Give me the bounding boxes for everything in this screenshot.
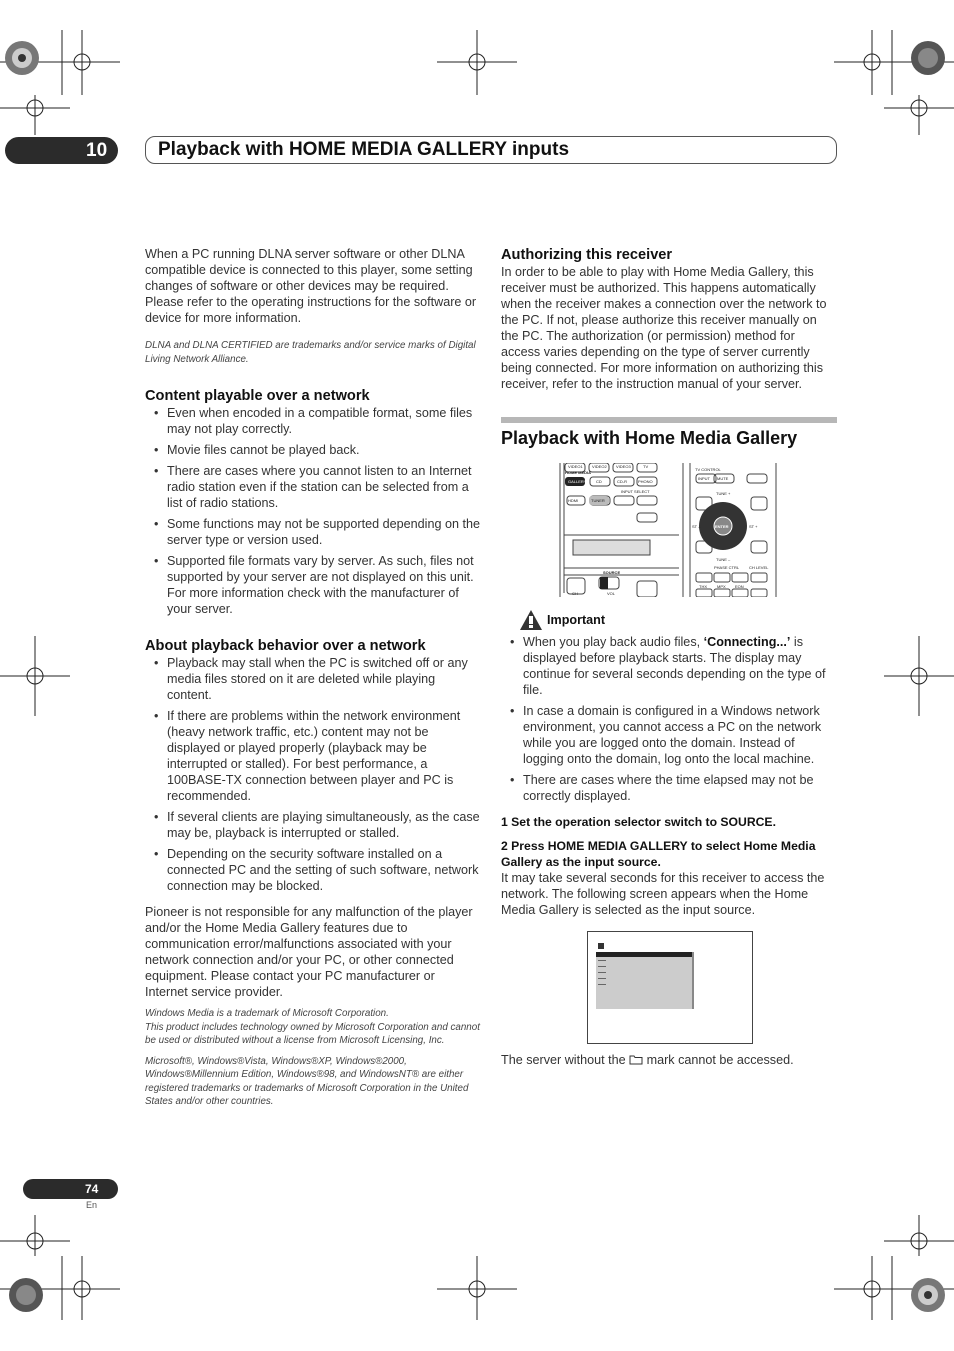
important-item [501, 703, 837, 767]
server-list-screen [587, 931, 753, 1044]
step-2-text: It may take several seconds for this receiver to access the network. The following screen appears when the Home Media Gallery is selected as the input source. [501, 871, 825, 917]
right-column [501, 246, 837, 1068]
mpx-label: MPX [717, 584, 726, 589]
mute-button-label[interactable]: MUTE [717, 476, 729, 481]
section-title: Playback with Home Media Gallery [501, 428, 798, 448]
video2-button-label[interactable]: VIDEO2 [592, 464, 607, 469]
important-item-text-end: is displayed before playback starts. The display may continue for several seconds depending on the type of file. [523, 635, 826, 697]
phase-ctrl-label: PHASE CTRL [714, 565, 740, 570]
important-item-text: In case a domain is configured in a Windows network environment, you cannot access a PC on the network while you are logged onto the domain. Instead of logging onto the domain, log onto the local machine. [523, 704, 822, 766]
tune-plus-label: TUNE + [716, 491, 731, 496]
page-number: 74 [85, 1182, 99, 1196]
server-note-pre: The server without the [501, 1053, 626, 1067]
home-media-icon [598, 943, 604, 949]
chapter-title: Playback with HOME MEDIA GALLERY inputs [158, 139, 570, 160]
playback-behavior-list [145, 655, 480, 894]
server-note [501, 1052, 837, 1068]
video1-button-label[interactable]: VIDEO1 [568, 464, 583, 469]
server-folder-icons [598, 960, 606, 992]
important-item-emphasis: ‘Connecting...’ [703, 635, 791, 649]
playback-behavior-item: • If there are problems within the network environment (heavy network traffic, etc.) content may not be displayed or played properly (playback may be interrupted or stalled). For best performance, a 100BASE-TX connection between player and PC is recommended. [145, 708, 480, 804]
content-playable-item: • Some functions may not be supported depending on the server type or version used. [145, 516, 480, 548]
left-column [145, 246, 480, 1109]
hdmi-button-label[interactable]: HDMI [568, 498, 579, 503]
enter-button-label[interactable]: ENTER [715, 524, 729, 529]
playback-behavior-heading: About playback behavior over a network [145, 638, 426, 654]
gallery-button-label[interactable]: GALLERY [568, 479, 587, 484]
home-media-label: HOME MEDIA [565, 470, 591, 475]
section-divider [501, 417, 837, 423]
important-item-text: When you play back audio files, [523, 635, 704, 649]
content-playable-item: • Even when encoded in a compatible format, some files may not play correctly. [145, 405, 480, 437]
important-item [501, 634, 837, 698]
cdr-button-label[interactable]: CD-R [617, 479, 627, 484]
page-language: En [86, 1200, 98, 1210]
dlna-trademark-note: DLNA and DLNA CERTIFIED are trademarks and/or service marks of Digital Living Network Alliance. [145, 340, 476, 365]
tune-minus-label: TUNE – [716, 557, 731, 562]
intro-paragraph: When a PC running DLNA server software or other DLNA compatible device is connected to this player, some setting changes of software or other devices may be required. Please refer to the operating instructions for the software or device for more information. [145, 247, 477, 325]
server-note-post: mark cannot be accessed. [646, 1053, 794, 1067]
page-number-badge [23, 1179, 118, 1199]
content-playable-heading: Content playable over a network [145, 388, 370, 404]
st-plus-label: ST + [749, 524, 758, 529]
authorizing-heading: Authorizing this receiver [501, 247, 673, 263]
input-button-label[interactable]: INPUT [698, 476, 710, 481]
server-list-panel [596, 952, 692, 1009]
video3-button-label[interactable]: VIDEO3 [616, 464, 631, 469]
vol-label: VOL [607, 591, 616, 596]
tv-button-label[interactable]: TV [643, 464, 649, 469]
authorizing-paragraph: In order to be able to play with Home Media Gallery, this receiver must be authorized. This happens automatically when the receiver makes a connection over the network to the PC. If not, please authorize this receiver manually on the PC. The authorization (or permission) method for access varies depending on the type of server currently being connected. For more information on authorizing this receiver, refer to the instruction manual of your server. [501, 265, 827, 391]
playback-behavior-item: • If several clients are playing simultaneously, as the case may be, playback is interrupted or stalled. [145, 809, 480, 841]
tuner-button-label[interactable]: TUNER [591, 498, 605, 503]
pioneer-disclaimer: Pioneer is not responsible for any malfunction of the player and/or the Home Media Gallery features due to communication error/malfunctions associated with your network connection and/or your PC, or other connected equipment. Please contact your PC manufacturer or Internet service provider. [145, 905, 473, 999]
phono-button-label[interactable]: PHONO [638, 479, 653, 484]
content-playable-item: • Supported file formats vary by server. As such, files not supported by your server are not displayed on this unit. For more information check with the manufacturer of your server. [145, 553, 480, 617]
content-playable-list [145, 405, 480, 617]
server-list-highlight [596, 952, 692, 957]
important-list [501, 634, 837, 804]
step-2: 2 Press HOME MEDIA GALLERY to select Home Media Gallery as the input source. [501, 839, 816, 869]
important-item-text: There are cases where the time elapsed may not be correctly displayed. [523, 773, 814, 803]
microsoft-technology-note: This product includes technology owned by Microsoft Corporation and cannot be used or distributed without a license from Microsoft Licensing, Inc. [145, 1021, 480, 1046]
windows-media-note: Windows Media is a trademark of Microsoft Corporation. [145, 1008, 389, 1019]
step-1: 1 Set the operation selector switch to SOURCE. [501, 815, 776, 829]
remote-control-illustration [559, 463, 806, 597]
microsoft-trademark-note: Microsoft®, Windows®Vista, Windows®XP, Windows®2000, Windows®Millennium Edition, Windows®98, and WindowsNT® are either registered trademarks or trademarks of Microsoft Corporation in the United States and/or other countries. [145, 1055, 469, 1107]
warning-icon [519, 609, 543, 631]
important-label: Important [547, 613, 606, 627]
st-minus-label: ST – [692, 524, 701, 529]
thx-label: THX [699, 584, 707, 589]
folder-icon [629, 1054, 643, 1065]
playback-behavior-item: • Playback may stall when the PC is switched off or any media files stored on it are deleted while playing content. [145, 655, 480, 703]
ch-label: CH [572, 591, 578, 596]
tv-control-label: TV CONTROL [695, 467, 721, 472]
playback-behavior-item: • Depending on the security software installed on a connected PC and the setting of such software, network connection may be blocked. [145, 846, 480, 894]
input-select-label: INPUT SELECT [621, 489, 650, 494]
cd-button-label[interactable]: CD [596, 479, 602, 484]
server-list-scrollbar[interactable] [692, 952, 694, 1009]
important-item [501, 772, 837, 804]
ch-level-label: CH LEVEL [749, 565, 769, 570]
chapter-number: 10 [86, 140, 108, 161]
important-heading-row [501, 609, 837, 631]
source-switch-label: SOURCE [603, 570, 621, 575]
eon-label: EON [735, 584, 744, 589]
content-playable-item: • Movie files cannot be played back. [145, 442, 480, 458]
content-playable-item: • There are cases where you cannot listen to an Internet radio station even if the station can be selected from a list of radio stations. [145, 463, 480, 511]
